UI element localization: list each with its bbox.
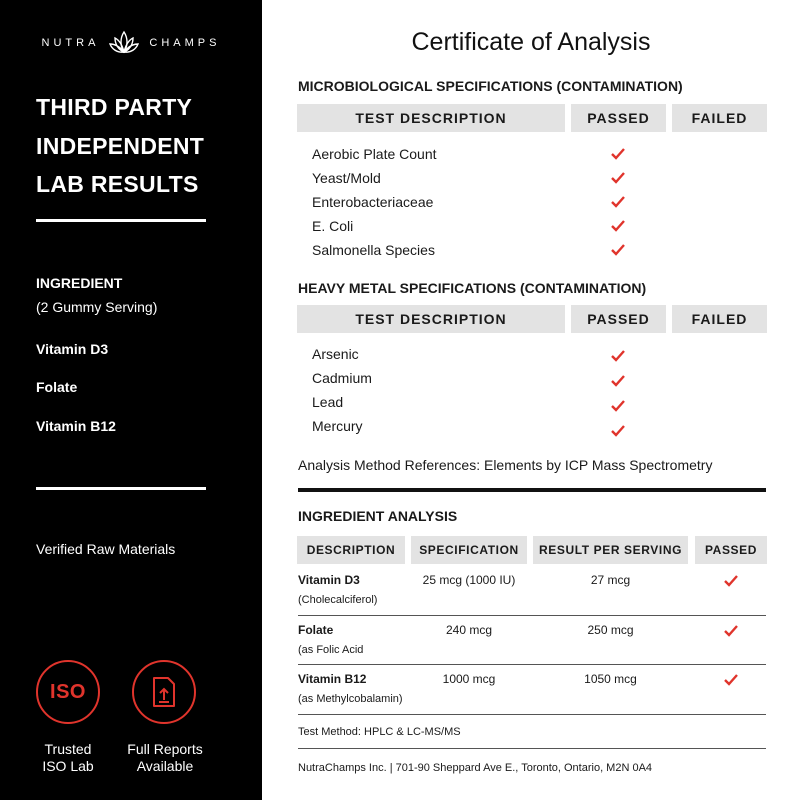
metal-row: Mercury (312, 418, 363, 434)
checkmark-icon (610, 374, 626, 388)
iso-text: ISO (50, 680, 86, 703)
checkmark-icon (610, 219, 626, 233)
ingredient-serving: (2 Gummy Serving) (36, 299, 158, 315)
checkmark-icon (610, 171, 626, 185)
ia-row-result: 250 mcg (587, 623, 634, 637)
reports-caption-line: Full Reports (127, 741, 203, 757)
metal-header-passed: PASSED (571, 305, 666, 333)
micro-header-passed: PASSED (571, 104, 666, 132)
ia-header-specification: SPECIFICATION (411, 536, 527, 564)
headline-line-2: INDEPENDENT (36, 132, 205, 159)
ingredient-analysis-title: INGREDIENT ANALYSIS (298, 508, 458, 524)
brand-right-text: CHAMPS (149, 37, 221, 49)
checkmark-icon (723, 574, 739, 588)
checkmark-icon (723, 673, 739, 687)
divider-bottom (36, 487, 206, 490)
ia-row-spec: 1000 mcg (442, 672, 496, 686)
ia-row-sub: (Cholecalciferol) (298, 594, 378, 606)
checkmark-icon (610, 243, 626, 257)
micro-header-failed: FAILED (672, 104, 767, 132)
checkmark-icon (723, 624, 739, 638)
ia-row-sub: (as Methylcobalamin) (298, 693, 403, 705)
micro-row: Aerobic Plate Count (312, 146, 437, 162)
iso-caption (13, 741, 123, 775)
ia-header-passed: PASSED (695, 536, 767, 564)
micro-row: Salmonella Species (312, 242, 435, 258)
report-upload-icon (132, 660, 196, 724)
headline-line-1: THIRD PARTY (36, 94, 193, 120)
ingredient-label: INGREDIENT (36, 275, 123, 291)
micro-row: Enterobacteriaceae (312, 194, 434, 210)
ia-row-spec: 25 mcg (1000 IU) (422, 573, 516, 587)
micro-section-title: MICROBIOLOGICAL SPECIFICATIONS (CONTAMINATION) (298, 78, 683, 94)
divider-top (36, 219, 206, 222)
metal-header-failed: FAILED (672, 305, 767, 333)
headline-line-3: LAB RESULTS (36, 171, 199, 197)
checkmark-icon (610, 399, 626, 413)
row-divider (298, 615, 766, 616)
analysis-method-reference: Analysis Method References: Elements by ICP Mass Spectrometry (298, 457, 713, 473)
micro-header-description: TEST DESCRIPTION (297, 104, 565, 132)
ia-row-spec: 240 mcg (445, 623, 493, 637)
ia-header-description: DESCRIPTION (297, 536, 405, 564)
checkmark-icon (610, 424, 626, 438)
row-divider (298, 664, 766, 665)
ia-row-name: Vitamin D3 (298, 573, 360, 587)
brand-logo (0, 30, 262, 56)
iso-caption-line: Trusted (44, 741, 92, 757)
headline (36, 88, 204, 204)
checkmark-icon (610, 147, 626, 161)
lotus-icon (109, 30, 139, 56)
verified-text: Verified Raw Materials (36, 541, 176, 557)
iso-badge-icon (36, 660, 100, 724)
company-footer: NutraChamps Inc. | 701-90 Sheppard Ave E., Toronto, Ontario, M2N 0A4 (298, 762, 653, 774)
checkmark-icon (610, 195, 626, 209)
row-divider (298, 714, 766, 715)
ingredient-item: Vitamin D3 (36, 341, 109, 357)
iso-caption-line: ISO Lab (42, 758, 94, 774)
micro-row: Yeast/Mold (312, 170, 381, 186)
metal-section-title: HEAVY METAL SPECIFICATIONS (CONTAMINATION) (298, 280, 647, 296)
row-divider (298, 748, 766, 749)
metal-row: Cadmium (312, 370, 372, 386)
micro-row: E. Coli (312, 218, 354, 234)
document-upload-icon (151, 677, 177, 707)
metal-row: Lead (312, 394, 344, 410)
ia-row-result: 27 mcg (590, 573, 631, 587)
ia-row-result: 1050 mcg (584, 672, 637, 686)
ingredient-item: Folate (36, 379, 78, 395)
brand-left-text: NUTRA (41, 37, 100, 49)
reports-caption-line: Available (136, 758, 194, 774)
left-panel (0, 0, 262, 800)
checkmark-icon (610, 349, 626, 363)
ia-header-result: RESULT PER SERVING (533, 536, 688, 564)
metal-header-description: TEST DESCRIPTION (297, 305, 565, 333)
reports-caption (110, 741, 220, 775)
ia-row-name: Vitamin B12 (298, 672, 367, 686)
metal-row: Arsenic (312, 346, 359, 362)
ia-row-name: Folate (298, 623, 334, 637)
ingredient-item: Vitamin B12 (36, 418, 116, 434)
ia-row-sub: (as Folic Acid (298, 644, 364, 656)
test-method: Test Method: HPLC & LC-MS/MS (298, 726, 461, 738)
page-title: Certificate of Analysis (411, 28, 651, 56)
section-divider (298, 488, 766, 492)
